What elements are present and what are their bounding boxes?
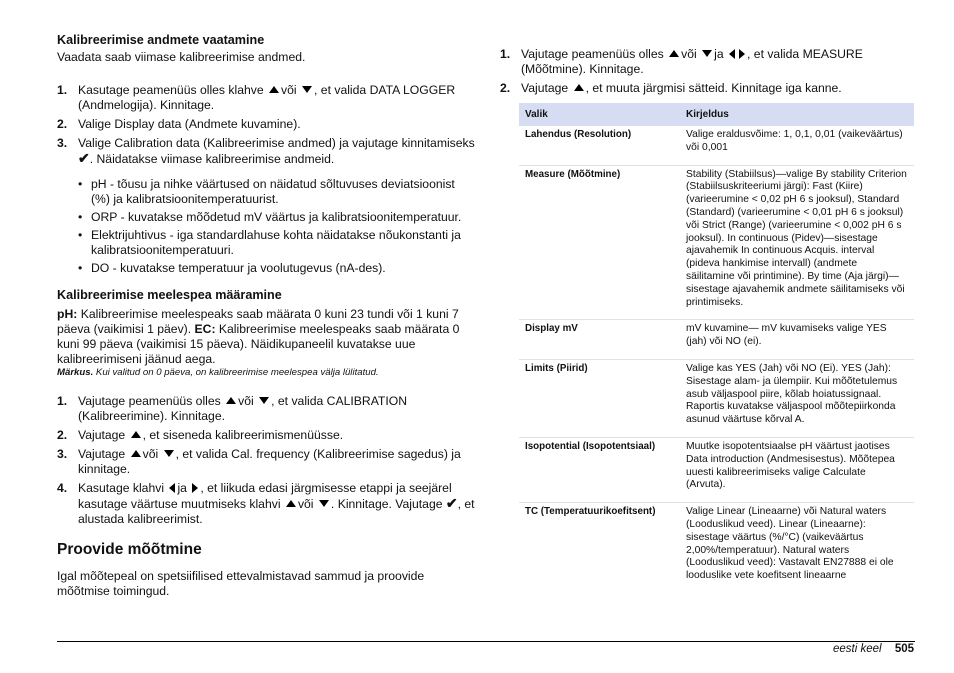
table-cell-option: Measure (Mõõtmine) <box>519 165 680 320</box>
down-arrow-icon <box>702 50 712 57</box>
list-item: • ORP - kuvatakse mõõdetud mV väärtus ja kalibratsioonitemperatuur. <box>78 210 462 224</box>
down-arrow-icon <box>319 500 329 507</box>
right-arrow-icon <box>192 483 198 493</box>
reminder-text: pH: Kalibreerimise meelespeaks saab määrata 0 kuni 23 tundi või 1 kuni 7 päeva (vaikimisi 1 päev). EC: Kalibreerimise meelespeaks saab määrata 0 kuni 99 päeva (vaikimisi 15 päeva). Näidikupaneelil kuvatakse uue kalibreerimiseni jäänud aega. <box>57 307 460 366</box>
footer-language: eesti keel <box>833 643 882 655</box>
right-arrow-icon <box>739 49 745 59</box>
table-header-row <box>519 103 914 126</box>
heading-calibration-data-review: Kalibreerimise andmete vaatamine <box>57 33 265 47</box>
table-row <box>519 503 914 593</box>
up-arrow-icon <box>131 450 141 457</box>
step-item: 2. Vajutage , et muuta järgmisi sätteid. Kinnitage iga kanne. <box>500 81 842 95</box>
up-arrow-icon <box>574 84 584 91</box>
left-column <box>57 33 477 599</box>
table-cell-description: Valige kas YES (Jah) või NO (Ei). YES (Jah): Sisestage alam- ja ülempiir. Kui mõõtetulemus asub väljaspool piire, kõlab hoiatussignaal. Raportis kuvatakse väljaspool mõõtepiirkonda asunud väärtuse kõrval A. <box>680 359 914 437</box>
column-header: Kirjeldus <box>680 103 914 126</box>
page-number: 505 <box>894 643 914 655</box>
table-row <box>519 126 914 165</box>
table-row <box>519 320 914 360</box>
left-arrow-icon <box>169 483 175 493</box>
table-cell-option: TC (Temperatuurikoefitsent) <box>525 506 656 518</box>
up-arrow-icon <box>226 397 236 404</box>
step-item: 4. Kasutage klahvi ja , et liikuda edasi järgmisesse etappi ja seejärel kasutage väärtuse muutmiseks klahvi või . Kinnitage. Vajutage ✔, et alustada kalibreerimist. <box>57 481 475 526</box>
step-item: 1. Vajutage peamenüüs olles või , et valida CALIBRATION (Kalibreerimine). Kinnitage. <box>57 394 408 423</box>
list-item: • DO - kuvatakse temperatuur ja voolutugevus (nA-des). <box>78 261 386 275</box>
up-arrow-icon <box>131 431 141 438</box>
up-arrow-icon <box>669 50 679 57</box>
table-cell-description: Valige eraldusvõime: 1, 0,1, 0,01 (vaikeväärtus) või 0,001 <box>680 126 914 165</box>
step-item: 1. Vajutage peamenüüs olles või ja , et valida MEASURE (Mõõtmine). Kinnitage. <box>500 47 863 76</box>
step-item: 3. Vajutage või , et valida Cal. frequency (Kalibreerimise sagedus) ja kinnitage. <box>57 447 461 476</box>
measurement-text: Igal mõõtepeal on spetsiifilised ettevalmistavad sammud ja proovide mõõtmise toimingud. <box>57 569 425 598</box>
table-cell-option: Lahendus (Resolution) <box>519 126 680 165</box>
table-row <box>519 359 914 437</box>
table-row <box>519 165 914 320</box>
down-arrow-icon <box>259 397 269 404</box>
right-column <box>500 47 914 593</box>
steps-list-2 <box>57 394 477 527</box>
up-arrow-icon <box>269 86 279 93</box>
table-cell-description: mV kuvamine— mV kuvamiseks valige YES (jah) või NO (ei). <box>680 320 914 360</box>
heading-sample-measurement: Proovide mõõtmine <box>57 541 202 558</box>
steps-list-1 <box>57 83 477 167</box>
column-header: Valik <box>519 103 680 126</box>
table-cell-option: Limits (Piirid) <box>519 359 680 437</box>
table-cell-option: Display mV <box>519 320 680 360</box>
step-item: 1. Kasutage peamenüüs olles klahve või , et valida DATA LOGGER (Andmelogija). Kinnitage. <box>57 83 456 112</box>
down-arrow-icon <box>302 86 312 93</box>
checkmark-icon: ✔ <box>78 150 90 166</box>
heading-calibration-reminder: Kalibreerimise meelespea määramine <box>57 288 282 302</box>
table-cell-description: Muutke isopotentsiaalse pH väärtust jaotises Data introduction (Andmesisestus). Mõõtepea uuesti kalibreerimiseks valige Calculate (Arvuta). <box>680 437 914 502</box>
down-arrow-icon <box>164 450 174 457</box>
table-cell-description: Valige Linear (Lineaarne) või Natural waters (Looduslikud veed). Linear (Lineaarne): sisestage väärtus (%/°C) (vaikeväärtus 2,00%/temperatuur). Natural waters (Looduslikud veed): Vastavalt EN27888 ei ole looduslike vete koefitsent lineaarne <box>686 506 894 582</box>
note-text: Märkus. Kui valitud on 0 päeva, on kalibreerimise meelespea välja lülitatud. <box>57 367 379 378</box>
intro-text: Vaadata saab viimase kalibreerimise andmed. <box>57 50 306 64</box>
checkmark-icon: ✔ <box>445 495 458 511</box>
footer <box>833 643 914 655</box>
steps-list-3 <box>500 47 914 96</box>
table-cell-option: Isopotential (Isopotentsiaal) <box>519 437 680 502</box>
step-item: 2. Valige Display data (Andmete kuvamine). <box>57 117 301 131</box>
table-cell-description: Stability (Stabiilsus)—valige By stability Criterion (Stabiilsuskriteeriumi järgi): Fast (Kiire)(varieerumine < 0,02 pH 6 s jooksul), Standard (Standard) (varieerumine < 0,01 pH 6 s jooksul) või Strict (Range) (varieerumine < 0,002 pH 6 s jooksul). In continuous (Pidev)—sisestage ajavahemik In continuous Acquis. interval (pideva hankimise intervall) (andmete säilitamine või printimine). By time (Aja järgi)—sisestage ajavahemik andmete säilitamiseks või printimiseks. <box>680 165 914 320</box>
list-item: • Elektrijuhtivus - iga standardlahuse kohta näidatakse nõukonstanti ja kalibratsioonitemperatuuri. <box>78 228 461 257</box>
table-row <box>519 437 914 502</box>
step-item: 2. Vajutage , et siseneda kalibreerimismenüüsse. <box>57 428 344 442</box>
settings-table <box>519 103 914 593</box>
list-item: • pH - tõusu ja nihke väärtused on näidatud sõltuvuses deviatsioonist (%) ja kalibratsioonitemperatuurist. <box>78 177 455 206</box>
left-arrow-icon <box>729 49 735 59</box>
bullet-list <box>57 177 477 276</box>
footer-divider <box>57 641 915 642</box>
step-item: 3. Valige Calibration data (Kalibreerimise andmed) ja vajutage kinnitamiseks ✔. Näidatakse viimase kalibreerimise andmeid. <box>57 136 475 166</box>
up-arrow-icon <box>286 500 296 507</box>
